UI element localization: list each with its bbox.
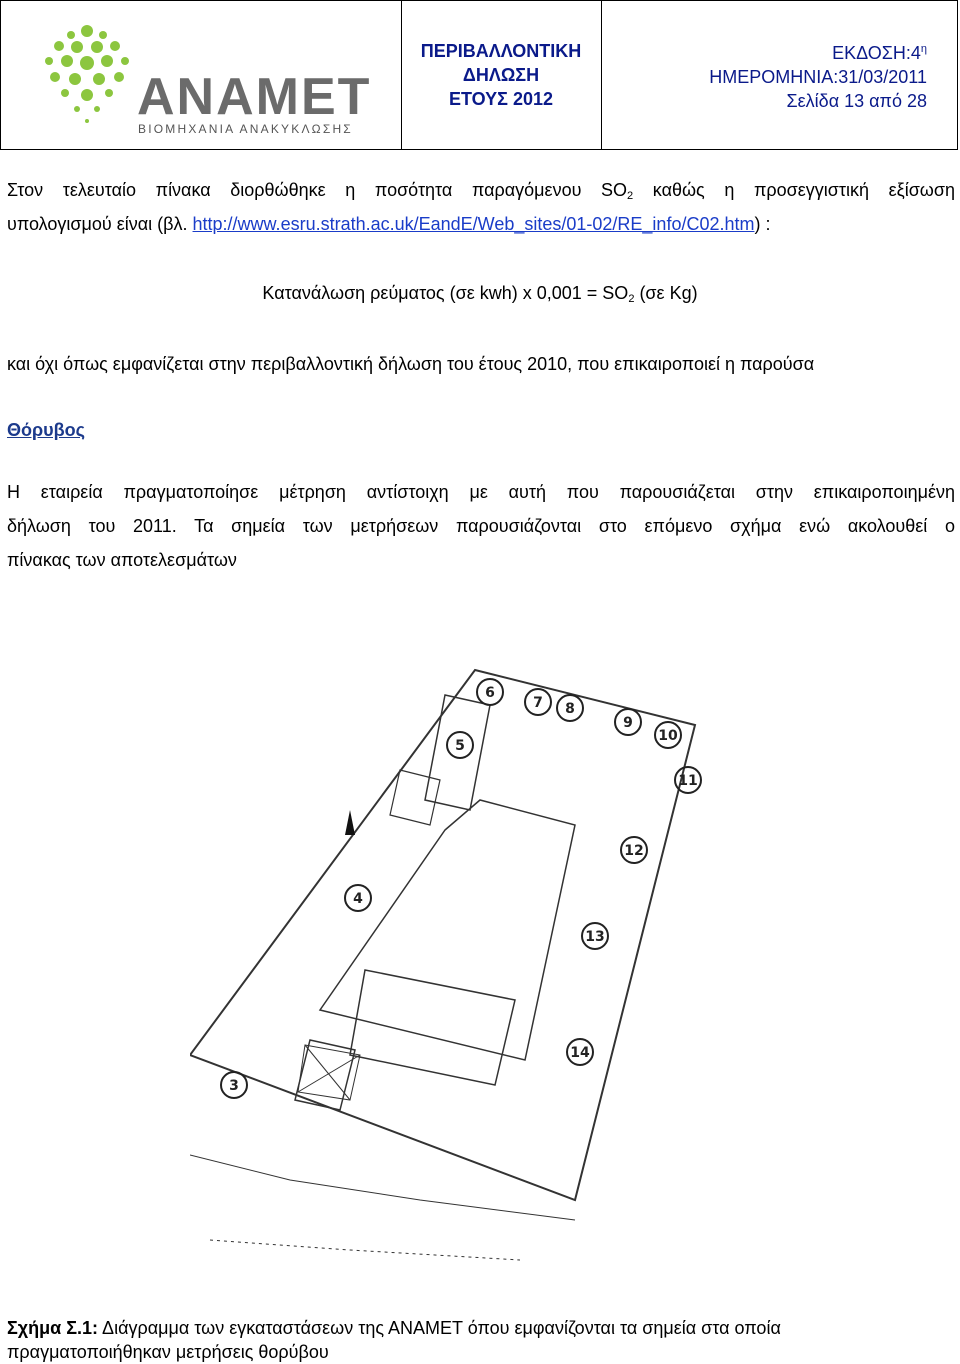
- paragraph-1-line-2: υπολογισμού είναι (βλ. http://www.esru.strath.ac.uk/EandE/Web_sites/01-02/RE_info/C02.htm) :: [7, 214, 771, 234]
- measurement-point-label: 7: [533, 695, 543, 711]
- north-arrow-icon: [345, 810, 355, 835]
- paragraph-3-line-2: δήλωση του 2011. Τα σημεία των μετρήσεων παρουσιάζονται στο επόμενο σχήμα ενώ ακολουθεί ο: [7, 516, 955, 536]
- title-line-2: ΔΗΛΩΣΗ: [462, 65, 540, 85]
- page-header: [0, 0, 958, 150]
- paragraph-3-line-3: πίνακας των αποτελεσμάτων: [7, 550, 237, 570]
- building-main: [320, 800, 575, 1060]
- measurement-point-label: 12: [624, 843, 644, 859]
- building-small: [390, 770, 440, 825]
- figure-caption: [7, 1316, 955, 1364]
- header-title: [401, 1, 602, 149]
- measurement-point-label: 4: [353, 891, 363, 907]
- section-title: Θόρυβος: [7, 420, 85, 440]
- measurement-point-label: 6: [485, 685, 495, 701]
- paragraph-3-line-1: Η εταιρεία πραγματοποίησε μέτρηση αντίστοιχη με αυτή που παρουσιάζεται στην επικαιροποιημένη: [7, 482, 955, 502]
- building-lower: [350, 970, 515, 1085]
- site-boundary: [190, 670, 698, 1200]
- formula: Κατανάλωση ρεύματος (σε kwh) x $0,001 = SO_2$ (σε Kg): [262, 283, 698, 305]
- measurement-point-label: 5: [455, 738, 465, 754]
- site-plan-figure: [190, 640, 750, 1300]
- page-number: Σελίδα 13 από 28: [786, 91, 927, 111]
- measurement-point-label: 13: [585, 929, 605, 945]
- paragraph-1-line-1: Στον τελευταίο πίνακα διορθώθηκε η ποσότητα παραγόμενου $SO_2$ καθώς η προσεγγιστική εξίσωση: [7, 180, 955, 202]
- measurement-point-label: 11: [678, 773, 698, 789]
- header-meta: [601, 1, 957, 149]
- caption-text-2: πραγματοποιήθηκαν μετρήσεις θορύβου: [7, 1342, 329, 1362]
- anamet-logo-mark-icon: [37, 21, 137, 131]
- measurement-point-label: 3: [229, 1078, 239, 1094]
- measurement-point-label: 9: [623, 715, 633, 731]
- edition: $EK\Delta O\Sigma H:4^\eta$: [832, 43, 927, 63]
- measurement-point-label: 14: [570, 1045, 590, 1061]
- reference-link[interactable]: http://www.esru.strath.ac.uk/EandE/Web_sites/01-02/RE_info/C02.htm: [192, 214, 755, 234]
- measurement-point-label: 10: [658, 728, 678, 744]
- paragraph-2: και όχι όπως εμφανίζεται στην περιβαλλοντική δήλωση του έτους 2010, που επικαιροποιεί η παρούσα: [7, 354, 815, 374]
- logo-name: ΑΝΑΜΕΤ: [137, 68, 372, 126]
- title-line-1: ΠΕΡΙΒΑΛΛΟΝΤΙΚΗ: [420, 41, 582, 61]
- caption-text-1: Διάγραμμα των εγκαταστάσεων της ΑΝΑΜΕΤ όπου εμφανίζονται τα σημεία στα οποία: [98, 1318, 781, 1338]
- measurement-point-label: 8: [565, 701, 575, 717]
- caption-label: Σχήμα Σ.1:: [7, 1318, 99, 1338]
- logo-tagline: ΒΙΟΜΗΧΑΝΙΑ ΑΝΑΚΥΚΛΩΣΗΣ: [138, 122, 353, 136]
- logo-cell: [1, 1, 402, 149]
- date: ΗΜΕΡΟΜΗΝΙΑ:31/03/2011: [709, 67, 927, 87]
- title-line-3: ΕΤΟΥΣ 2012: [448, 89, 554, 109]
